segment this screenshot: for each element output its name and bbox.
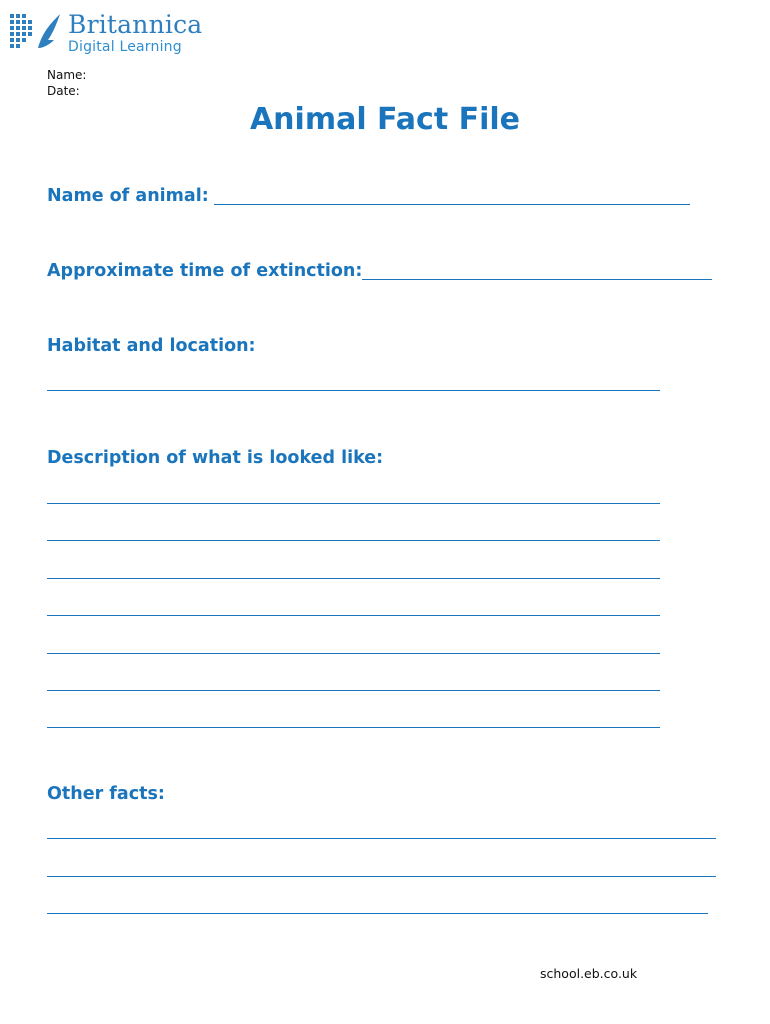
habitat-label: Habitat and location: (47, 336, 256, 356)
other-facts-line[interactable] (47, 876, 716, 877)
date-label: Date: (47, 84, 80, 98)
other-facts-label: Other facts: (47, 784, 165, 804)
thistle-bird-icon (8, 10, 66, 54)
description-line[interactable] (47, 540, 660, 541)
description-line[interactable] (47, 690, 660, 691)
other-facts-line[interactable] (47, 913, 708, 914)
description-line[interactable] (47, 727, 660, 728)
page-title: Animal Fact File (249, 102, 521, 137)
britannica-logo (8, 10, 203, 56)
footer-url: school.eb.co.uk (540, 966, 638, 981)
other-facts-line[interactable] (47, 838, 716, 839)
logo-brand-text: Britannica (68, 10, 203, 39)
description-line[interactable] (47, 653, 660, 654)
extinction-label: Approximate time of extinction: (47, 261, 363, 281)
animal-name-label: Name of animal: (47, 186, 209, 206)
description-line[interactable] (47, 503, 660, 504)
habitat-line[interactable] (47, 390, 660, 391)
animal-name-line[interactable] (214, 204, 690, 205)
description-line[interactable] (47, 578, 660, 579)
name-label: Name: (47, 68, 87, 82)
extinction-line[interactable] (362, 279, 712, 280)
logo-subbrand-text: Digital Learning (68, 39, 182, 55)
description-line[interactable] (47, 615, 660, 616)
description-label: Description of what is looked like: (47, 448, 384, 468)
